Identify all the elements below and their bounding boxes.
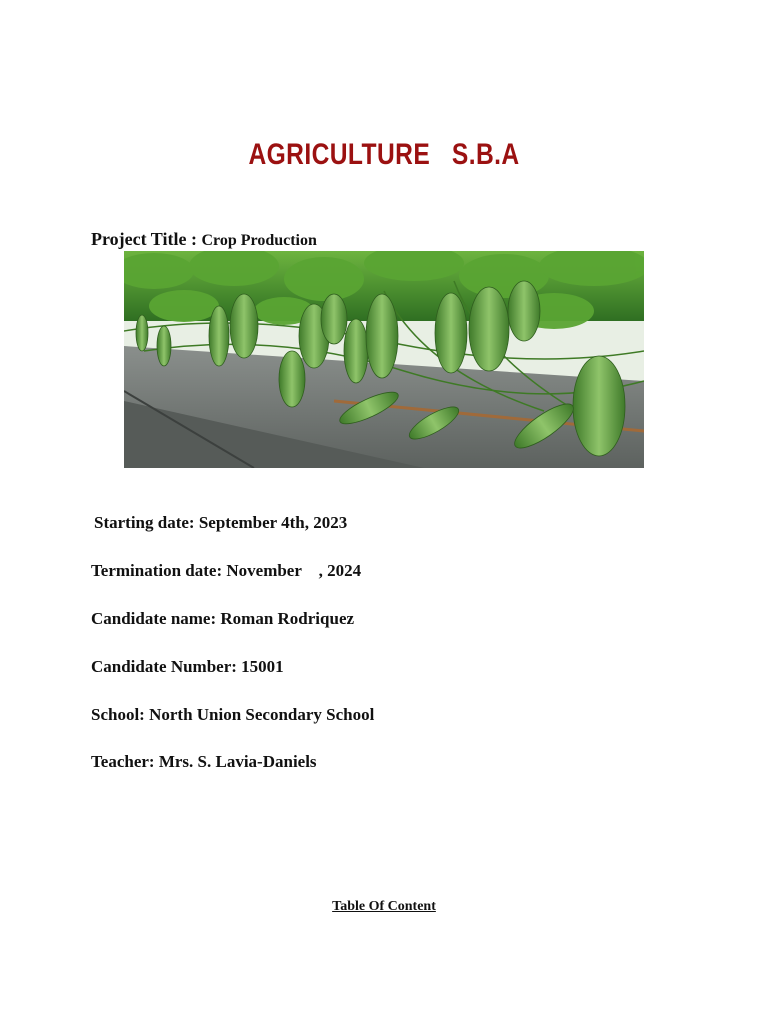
- teacher: Teacher: Mrs. S. Lavia-Daniels: [91, 752, 317, 771]
- candidate-name: Candidate name: Roman Rodriquez: [91, 609, 355, 628]
- termination-date: Termination date: November , 2024: [91, 561, 362, 580]
- table-of-content-heading: Table Of Content: [332, 899, 436, 914]
- cucumber-crop-photo: [124, 251, 644, 468]
- school: School: North Union Secondary School: [91, 705, 375, 724]
- project-title-value: Crop Production: [201, 232, 317, 249]
- starting-date: Starting date: September 4th, 2023: [94, 513, 348, 532]
- candidate-number: Candidate Number: 15001: [91, 657, 284, 676]
- document-title: AGRICULTURE S.B.A: [248, 138, 520, 171]
- project-title-label: Project Title :: [91, 229, 202, 249]
- project-title-line: [91, 229, 317, 250]
